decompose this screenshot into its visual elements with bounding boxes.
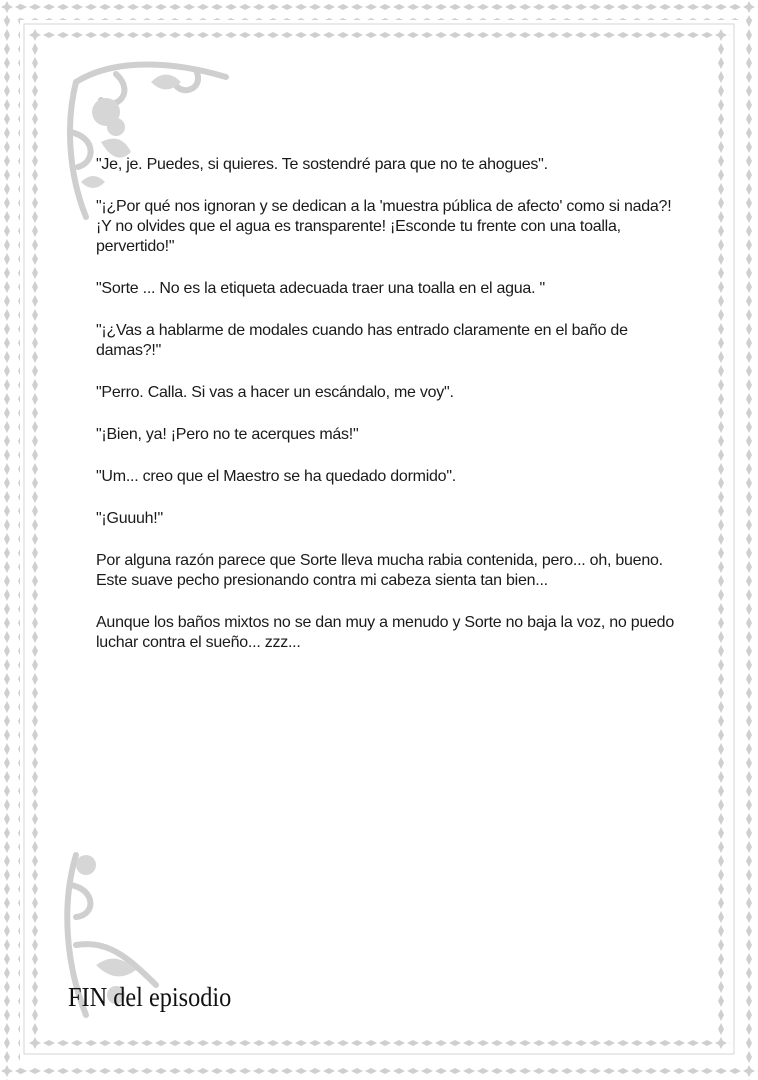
- paragraph: "¡¿Vas a hablarme de modales cuando has entrado claramente en el baño de damas?!": [96, 322, 628, 359]
- body-text: [96, 155, 676, 675]
- paragraph: Por alguna razón parece que Sorte lleva mucha rabia contenida, pero... oh, bueno. Este suave pecho presionando contra mi cabeza sienta tan bien...: [96, 552, 663, 589]
- paragraph: "¡Bien, ya! ¡Pero no te acerques más!": [96, 426, 359, 443]
- episode-end-footer: FIN del episodio: [68, 982, 232, 1012]
- paragraph: "Sorte ... No es la etiqueta adecuada traer una toalla en el agua. ": [96, 280, 545, 297]
- paragraph: "Um... creo que el Maestro se ha quedado dormido".: [96, 468, 456, 485]
- paragraph: "Je, je. Puedes, si quieres. Te sostendré para que no te ahogues".: [96, 156, 548, 173]
- paragraph: "¡¿Por qué nos ignoran y se dedican a la 'muestra pública de afecto' como si nada?! ¡Y no olvides que el agua es transparente! ¡Esconde tu frente con una toalla, pervertido!": [96, 198, 672, 255]
- paragraph: "Perro. Calla. Si vas a hacer un escándalo, me voy".: [96, 384, 454, 401]
- paragraph: Aunque los baños mixtos no se dan muy a menudo y Sorte no baja la voz, no puedo luchar contra el sueño... zzz...: [96, 614, 674, 651]
- paragraph: "¡Guuuh!": [96, 510, 163, 527]
